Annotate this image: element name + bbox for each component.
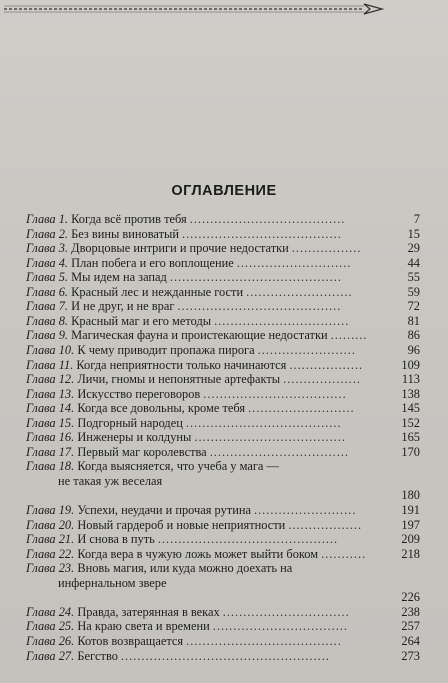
chapter-label: Глава 12. — [26, 372, 75, 387]
toc-entry — [26, 619, 210, 633]
page-number: 264 — [401, 633, 420, 648]
chapter-label: Глава 5. — [26, 270, 69, 285]
chapter-label: Глава 23. — [26, 561, 75, 576]
chapter-title: Магическая фауна и проистекающие недостатки — [71, 328, 328, 343]
toc-entry — [26, 416, 183, 430]
toc-entry — [26, 518, 285, 532]
leader-dots: ...................................... — [185, 415, 342, 430]
chapter-title: Когда вера в чужую ложь может выйти боком — [77, 546, 319, 561]
chapter-label: Глава 3. — [26, 241, 69, 256]
leader-dots: .................................. — [209, 444, 350, 459]
leader-dots: ................................................... — [120, 648, 330, 663]
page-number: 180 — [401, 488, 420, 503]
chapter-title: Бегство — [77, 648, 118, 663]
chapter-label: Глава 24. — [26, 604, 75, 619]
chapter-title: Правда, затерянная в веках — [77, 604, 220, 619]
chapter-title: И не друг, и не враг — [71, 299, 175, 314]
page-number: 72 — [407, 299, 420, 314]
toc-entry — [26, 314, 211, 328]
leader-dots: ....................................... — [181, 226, 342, 241]
chapter-title: Первый маг королевства — [77, 444, 207, 459]
chapter-label: Глава 13. — [26, 386, 75, 401]
leader-dots: ......................... — [253, 503, 357, 517]
chapter-label: Глава 10. — [26, 342, 75, 357]
page-number: 145 — [401, 401, 420, 416]
toc-entry — [26, 561, 292, 575]
toc-entry — [26, 459, 279, 473]
chapter-label: Глава 21. — [26, 532, 75, 547]
chapter-title: Успехи, неудачи и прочая рутина — [77, 503, 251, 517]
chapter-label: Глава 8. — [26, 313, 69, 328]
chapter-title: Личи, гномы и непонятные артефакты — [77, 372, 281, 387]
leader-dots: ............................ — [236, 255, 352, 270]
toc-entry — [26, 387, 200, 401]
toc-entry — [26, 343, 255, 357]
toc-entry — [26, 212, 187, 226]
chapter-title: Новый гардероб и новые неприятности — [77, 517, 286, 532]
chapter-title: Котов возвращается — [77, 633, 184, 648]
chapter-label: Глава 16. — [26, 430, 75, 445]
toc-entry — [26, 358, 286, 372]
leader-dots: ......... — [330, 328, 368, 343]
leader-dots: ...................................... — [186, 633, 342, 648]
chapter-title: Красный лес и нежданные гости — [71, 284, 244, 299]
decorative-border-ornament — [4, 3, 384, 15]
leader-dots: ..................................... — [194, 430, 346, 445]
leader-dots: ...................................... — [189, 212, 346, 226]
chapter-label: Глава 9. — [26, 328, 69, 343]
chapter-title: Мы идем на запад — [71, 270, 167, 285]
chapter-label: Глава 18. — [26, 459, 75, 474]
leader-dots: ................................. — [212, 619, 348, 634]
chapter-label: Глава 6. — [26, 284, 69, 299]
toc-entry — [26, 503, 251, 517]
chapter-title: Когда все довольны, кроме тебя — [77, 401, 246, 416]
toc-entry — [26, 285, 243, 299]
toc-entry — [26, 241, 289, 255]
chapter-label: Глава 22. — [26, 546, 75, 561]
page-number: 59 — [407, 284, 420, 299]
page-number: 15 — [407, 226, 420, 241]
page-number: 170 — [401, 444, 420, 459]
leader-dots: .......................................... — [169, 270, 342, 285]
toc-entry — [26, 605, 220, 619]
leader-dots: ........................................ — [177, 299, 342, 314]
page-number: 165 — [401, 430, 420, 445]
chapter-title: Когда выясняется, что учеба у мага — — [77, 459, 279, 474]
chapter-label: Глава 11. — [26, 357, 74, 372]
toc-entry — [26, 430, 191, 444]
toc-entry — [26, 299, 174, 313]
chapter-label: Глава 26. — [26, 633, 75, 648]
page-number: 7 — [413, 212, 420, 226]
page-title: ОГЛАВЛЕНИЕ — [171, 183, 277, 199]
page-number: 218 — [401, 546, 420, 561]
leader-dots: .......................... — [246, 284, 353, 299]
toc-entry — [26, 547, 318, 561]
toc-entry — [26, 634, 183, 648]
toc-entry — [26, 372, 280, 386]
chapter-label: Глава 7. — [26, 299, 69, 314]
toc-entry-continuation — [58, 474, 162, 488]
chapter-title: И снова в путь — [77, 532, 155, 547]
leader-dots: ................. — [291, 241, 362, 256]
leader-dots: ............................................ — [157, 532, 339, 547]
chapter-title: Инженеры и колдуны — [77, 430, 192, 445]
chapter-title: Подгорный народец — [77, 415, 183, 430]
toc-entry — [26, 227, 179, 241]
page-number: 152 — [401, 415, 420, 430]
toc-entry — [26, 649, 118, 663]
leader-dots: ................... — [283, 372, 361, 387]
page-number: 86 — [407, 328, 420, 343]
chapter-label: Глава 15. — [26, 415, 75, 430]
leader-dots: ........................ — [257, 342, 356, 357]
chapter-title-continued: не такая уж веселая — [58, 473, 163, 488]
page-number: 29 — [407, 241, 420, 256]
leader-dots: .................. — [288, 517, 363, 532]
chapter-label: Глава 20. — [26, 517, 75, 532]
page-number: 138 — [401, 386, 420, 401]
chapter-title: Вновь магия, или куда можно доехать на — [77, 561, 293, 576]
chapter-title: Когда неприятности только начинаются — [76, 357, 287, 372]
leader-dots: ................................... — [203, 386, 347, 401]
chapter-label: Глава 27. — [26, 648, 75, 663]
chapter-title: Дворцовые интриги и прочие недостатки — [71, 241, 289, 256]
chapter-title: Искусство переговоров — [77, 386, 201, 401]
page-number: 109 — [401, 357, 420, 372]
page-number: 273 — [401, 648, 420, 663]
page-number: 191 — [401, 503, 420, 517]
chapter-title: План побега и его воплощение — [71, 255, 234, 270]
page-number: 238 — [401, 604, 420, 619]
toc-entry — [26, 532, 155, 546]
chapter-label: Глава 25. — [26, 619, 75, 634]
page-number: 226 — [401, 590, 420, 605]
chapter-title: Когда всё против тебя — [71, 212, 187, 226]
chapter-label: Глава 17. — [26, 444, 75, 459]
toc-entry — [26, 401, 245, 415]
leader-dots: ................................. — [214, 313, 350, 328]
page-number: 96 — [407, 342, 420, 357]
chapter-title: Красный маг и его методы — [71, 313, 212, 328]
page-number: 81 — [407, 313, 420, 328]
toc-entry — [26, 256, 234, 270]
page-number: 209 — [401, 532, 420, 547]
chapter-title: К чему приводит пропажа пирога — [77, 342, 255, 357]
page-number: 55 — [407, 270, 420, 285]
chapter-label: Глава 14. — [26, 401, 75, 416]
leader-dots: ........... — [321, 546, 367, 561]
toc-entry — [26, 328, 328, 342]
chapter-label: Глава 19. — [26, 503, 75, 517]
page-number: 44 — [407, 255, 420, 270]
chapter-title: Без вины виноватый — [71, 226, 179, 241]
toc-entry — [26, 445, 207, 459]
page-number: 197 — [401, 517, 420, 532]
chapter-title: На краю света и времени — [77, 619, 210, 634]
toc-entry-continuation — [58, 576, 166, 590]
toc-entry — [26, 270, 167, 284]
chapter-title-continued: инфернальном звере — [58, 575, 167, 590]
page-number: 257 — [401, 619, 420, 634]
leader-dots: .......................... — [248, 401, 355, 416]
leader-dots: .................. — [289, 357, 364, 372]
leader-dots: ............................... — [222, 604, 350, 619]
page-number: 113 — [401, 372, 420, 387]
chapter-label: Глава 4. — [26, 255, 69, 270]
chapter-label: Глава 2. — [26, 226, 69, 241]
chapter-label: Глава 1. — [26, 212, 69, 226]
